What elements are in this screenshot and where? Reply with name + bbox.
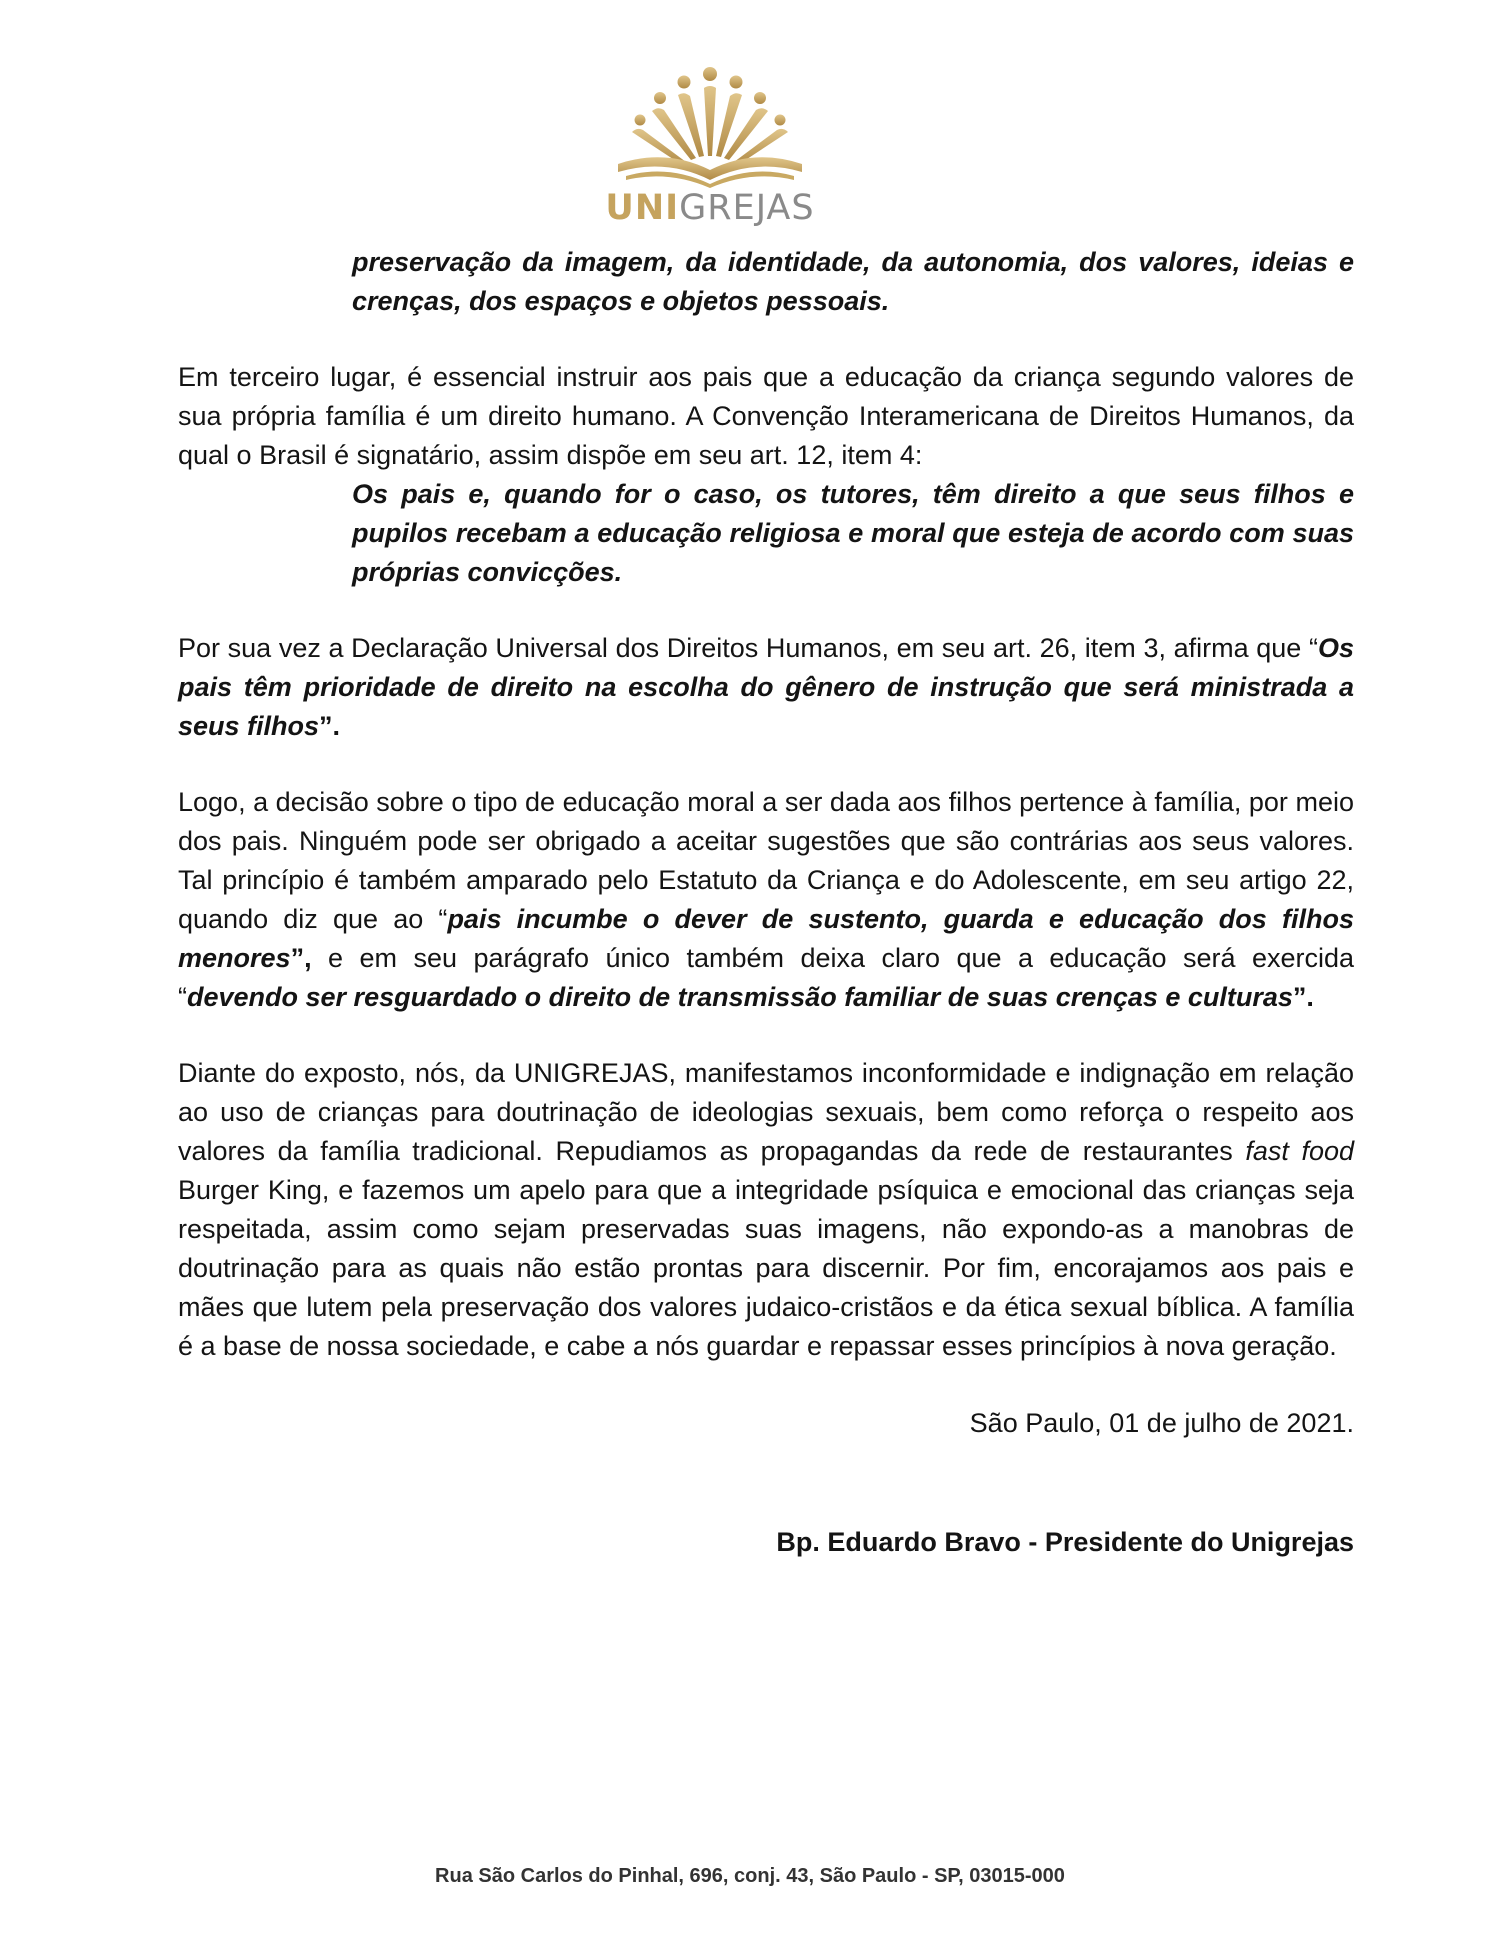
- emphasis-span: pais incumbe o dever de sustento, guarda e educação dos filhos menores: [178, 904, 1354, 973]
- paragraph: [178, 629, 1354, 746]
- emphasis-span: fast food: [1245, 1136, 1354, 1166]
- date-line: São Paulo, 01 de julho de 2021.: [969, 1408, 1354, 1438]
- logo-text-accent: UNI: [605, 188, 680, 228]
- signature: Bp. Eduardo Bravo - Presidente do Unigrejas: [776, 1527, 1354, 1557]
- text-span: e em seu parágrafo único também deixa claro que a educação será exercida “: [178, 943, 1354, 1012]
- document-body: [178, 243, 1354, 1562]
- text-span: Diante do exposto, nós, da UNIGREJAS, manifestamos inconformidade e indignação em relação ao uso de crianças para doutrinação de ideologias sexuais, bem como reforça o respeito aos valores da família tradicional. Repudiamos as propagandas da rede de restaurantes: [178, 1058, 1354, 1166]
- emphasis-span: devendo ser resguardado o direito de transmissão familiar de suas crenças e culturas: [187, 982, 1293, 1012]
- open-book-people-icon: [600, 60, 820, 190]
- text-span: ”.: [1292, 982, 1314, 1012]
- quote-paragraph: preservação da imagem, da identidade, da autonomia, dos valores, ideias e crenças, dos espaços e objetos pessoais.: [352, 247, 1354, 316]
- emphasis-span: Os pais têm prioridade de direito na escolha do gênero de instrução que será ministrada a seus filhos: [178, 633, 1354, 741]
- paragraph: Em terceiro lugar, é essencial instruir aos pais que a educação da criança segundo valores de sua própria família é um direito humano. A Convenção Interamericana de Direitos Humanos, da qual o Brasil é signatário, assim dispõe em seu art. 12, item 4:: [178, 362, 1354, 470]
- unigrejas-logo: [600, 60, 820, 230]
- logo-wordmark: [600, 186, 820, 230]
- text-span: ”,: [290, 943, 312, 973]
- text-span: ”.: [319, 711, 341, 741]
- paragraph: [178, 1054, 1354, 1366]
- footer-address: Rua São Carlos do Pinhal, 696, conj. 43, São Paulo - SP, 03015-000: [435, 1865, 1065, 1887]
- paragraph: [178, 783, 1354, 1017]
- logo-text-rest: GREJAS: [679, 188, 815, 228]
- text-span: Burger King, e fazemos um apelo para que a integridade psíquica e emocional das crianças seja respeitada, assim como sejam preservadas suas imagens, não expondo-as a manobras de doutrinação para as quais não estão prontas para discernir. Por fim, encorajamos aos pais e mães que lutem pela preservação dos valores judaico-cristãos e da ética sexual bíblica. A família é a base de nossa sociedade, e cabe a nós guardar e repassar esses princípios à nova geração.: [178, 1175, 1354, 1361]
- text-span: Logo, a decisão sobre o tipo de educação moral a ser dada aos filhos pertence à família, por meio dos pais. Ninguém pode ser obrigado a aceitar sugestões que são contrárias aos seus valores. Tal princípio é também amparado pelo Estatuto da Criança e do Adolescente, em seu artigo 22, quando diz que ao “: [178, 787, 1354, 934]
- text-span: Por sua vez a Declaração Universal dos Direitos Humanos, em seu art. 26, item 3, afirma que “: [178, 633, 1318, 663]
- quote-paragraph: Os pais e, quando for o caso, os tutores, têm direito a que seus filhos e pupilos recebam a educação religiosa e moral que esteja de acordo com suas próprias convicções.: [352, 479, 1354, 587]
